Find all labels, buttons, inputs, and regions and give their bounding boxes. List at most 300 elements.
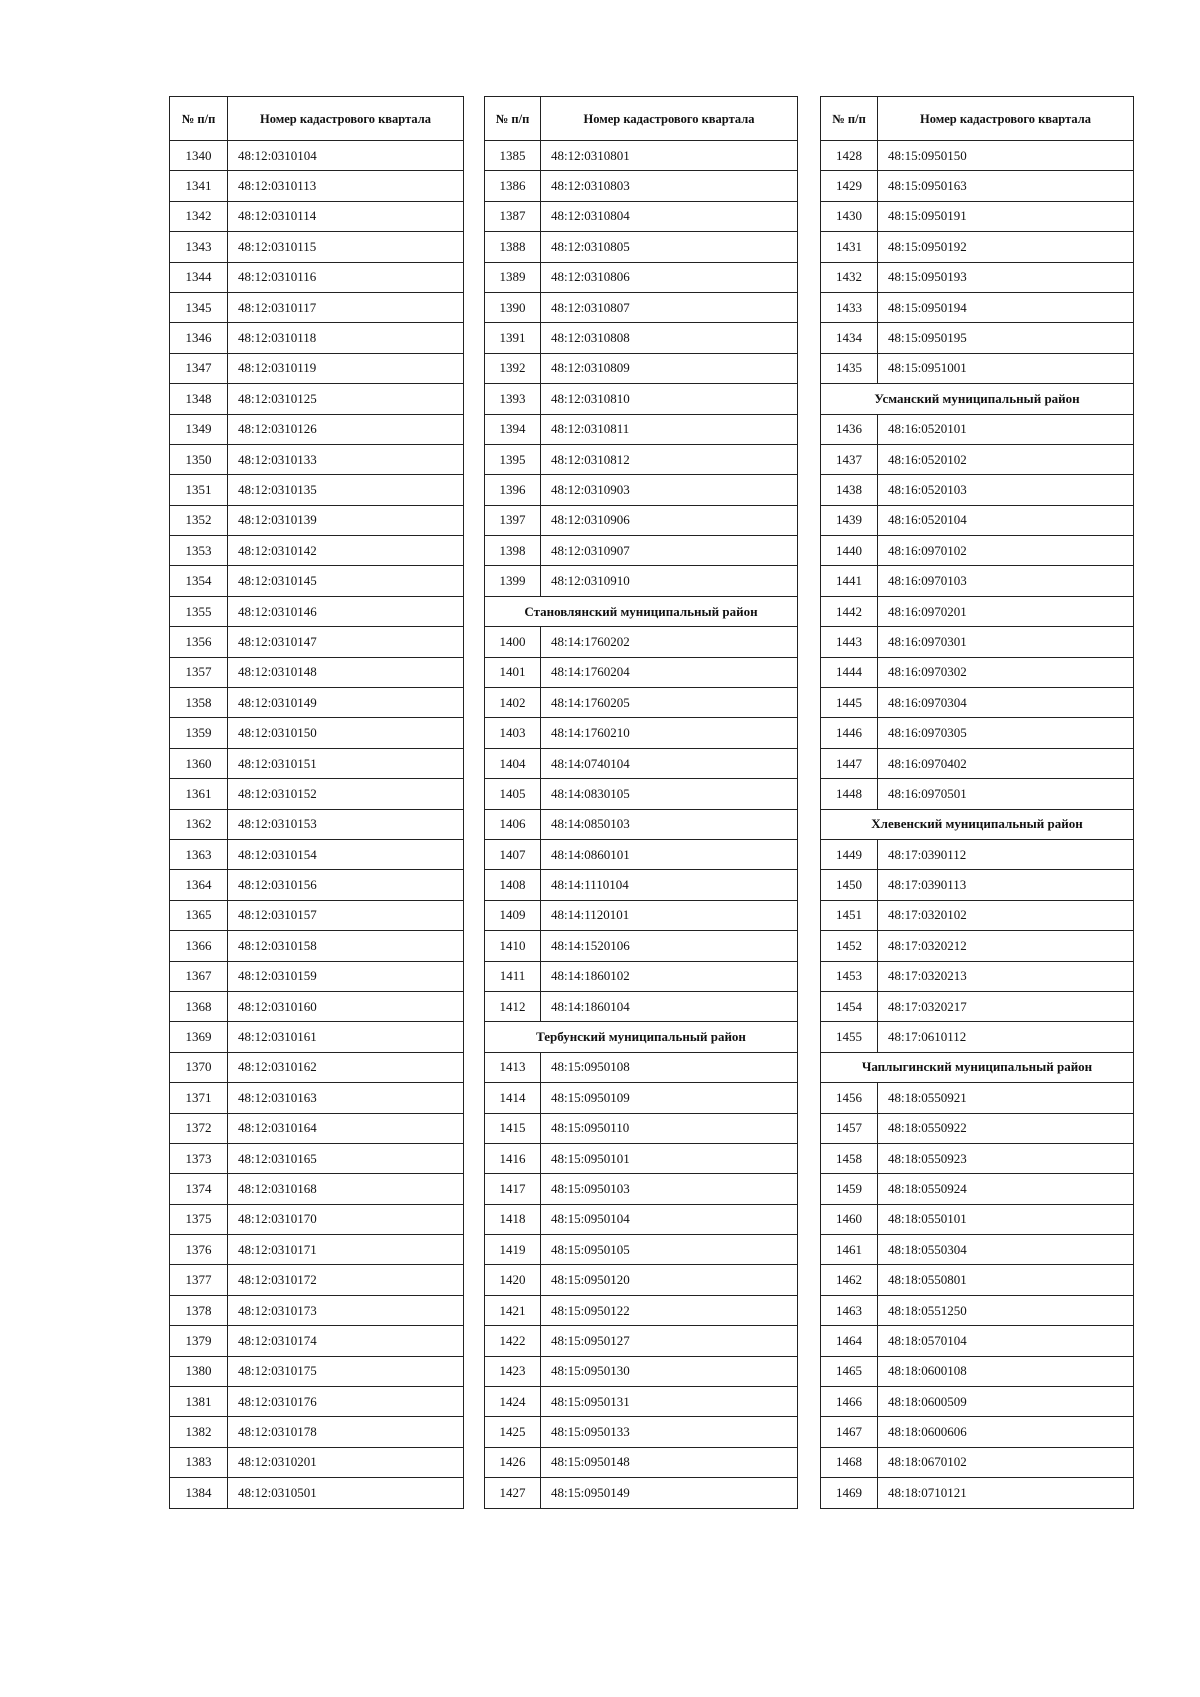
table-row [170,748,464,778]
table-row [485,353,798,383]
cadastral-quarter-number: 48:12:0310158 [228,931,464,961]
cadastral-quarter-number: 48:16:0970302 [878,657,1134,687]
table-row [821,1143,1134,1173]
row-number: 1407 [485,839,541,869]
cadastral-quarter-number: 48:17:0390112 [878,839,1134,869]
row-number: 1382 [170,1417,228,1447]
table-row [170,1265,464,1295]
cadastral-quarter-number: 48:12:0310148 [228,657,464,687]
cadastral-quarter-number: 48:16:0970402 [878,748,1134,778]
table-row [485,566,798,596]
cadastral-quarter-number: 48:16:0520103 [878,475,1134,505]
cadastral-quarter-number: 48:15:0950105 [541,1235,798,1265]
table-row [170,1204,464,1234]
row-number: 1369 [170,1022,228,1052]
table-row [485,991,798,1021]
cadastral-quarter-number: 48:16:0520102 [878,444,1134,474]
row-number: 1417 [485,1174,541,1204]
row-number: 1358 [170,688,228,718]
row-number: 1342 [170,201,228,231]
table-row [485,870,798,900]
table-row [485,688,798,718]
cadastral-quarter-number: 48:12:0310114 [228,201,464,231]
row-number: 1353 [170,536,228,566]
cadastral-quarter-number: 48:12:0310807 [541,292,798,322]
table-row [170,262,464,292]
table-row [170,991,464,1021]
cadastral-quarter-number: 48:18:0670102 [878,1447,1134,1477]
table-row [485,444,798,474]
cadastral-quarter-number: 48:12:0310811 [541,414,798,444]
cadastral-quarter-number: 48:12:0310173 [228,1295,464,1325]
district-name: Тербунский муниципальный район [485,1022,798,1052]
row-number: 1436 [821,414,878,444]
table-row [821,566,1134,596]
header-number: № п/п [821,97,878,141]
row-number: 1406 [485,809,541,839]
row-number: 1463 [821,1295,878,1325]
row-number: 1461 [821,1235,878,1265]
district-name: Хлевенский муниципальный район [821,809,1134,839]
table-row [485,1083,798,1113]
table-row [821,1326,1134,1356]
table-row [485,1265,798,1295]
row-number: 1379 [170,1326,228,1356]
row-number: 1344 [170,262,228,292]
table-row [170,961,464,991]
cadastral-quarter-number: 48:15:0951001 [878,353,1134,383]
cadastral-quarter-number: 48:12:0310146 [228,596,464,626]
row-number: 1414 [485,1083,541,1113]
row-number: 1440 [821,536,878,566]
table-header-row [170,97,464,141]
table-row [170,1052,464,1082]
table-row [170,688,464,718]
cadastral-quarter-number: 48:15:0950101 [541,1143,798,1173]
row-number: 1448 [821,779,878,809]
table-row [485,1235,798,1265]
cadastral-quarter-number: 48:15:0950109 [541,1083,798,1113]
cadastral-quarter-number: 48:12:0310810 [541,384,798,414]
cadastral-quarter-number: 48:15:0950103 [541,1174,798,1204]
table-row [170,414,464,444]
table-row [821,1113,1134,1143]
cadastral-quarter-number: 48:12:0310501 [228,1478,464,1508]
cadastral-quarter-number: 48:17:0320213 [878,961,1134,991]
row-number: 1404 [485,748,541,778]
row-number: 1409 [485,900,541,930]
cadastral-quarter-number: 48:12:0310808 [541,323,798,353]
cadastral-quarter-number: 48:16:0520104 [878,505,1134,535]
cadastral-quarter-number: 48:16:0970305 [878,718,1134,748]
cadastral-quarter-number: 48:18:0600108 [878,1356,1134,1386]
table-row [170,141,464,171]
table-row [170,596,464,626]
cadastral-quarter-number: 48:12:0310805 [541,232,798,262]
table-row [170,201,464,231]
cadastral-quarter-number: 48:15:0950149 [541,1478,798,1508]
row-number: 1438 [821,475,878,505]
cadastral-quarter-number: 48:18:0550304 [878,1235,1134,1265]
row-number: 1432 [821,262,878,292]
cadastral-quarter-number: 48:12:0310117 [228,292,464,322]
row-number: 1376 [170,1235,228,1265]
table-row [821,1235,1134,1265]
table-row [485,536,798,566]
table-row [485,718,798,748]
table-row [170,505,464,535]
cadastral-quarter-number: 48:12:0310119 [228,353,464,383]
cadastral-quarter-number: 48:18:0550921 [878,1083,1134,1113]
table-row [170,444,464,474]
cadastral-quarter-number: 48:16:0520101 [878,414,1134,444]
table-row [821,779,1134,809]
cadastral-quarter-number: 48:18:0600606 [878,1417,1134,1447]
row-number: 1345 [170,292,228,322]
cadastral-quarter-number: 48:14:1860102 [541,961,798,991]
table-row [170,171,464,201]
row-number: 1393 [485,384,541,414]
row-number: 1460 [821,1204,878,1234]
cadastral-quarter-number: 48:12:0310812 [541,444,798,474]
cadastral-quarter-number: 48:12:0310135 [228,475,464,505]
row-number: 1437 [821,444,878,474]
table-row [170,657,464,687]
cadastral-quarter-number: 48:12:0310153 [228,809,464,839]
table-row [170,292,464,322]
row-number: 1395 [485,444,541,474]
row-number: 1462 [821,1265,878,1295]
row-number: 1435 [821,353,878,383]
table-row [170,779,464,809]
cadastral-quarter-number: 48:18:0550922 [878,1113,1134,1143]
table-row [821,748,1134,778]
row-number: 1396 [485,475,541,505]
table-row [485,292,798,322]
row-number: 1374 [170,1174,228,1204]
table-row [170,1174,464,1204]
table-row [821,870,1134,900]
table-row [821,292,1134,322]
cadastral-quarter-number: 48:17:0390113 [878,870,1134,900]
cadastral-quarter-number: 48:12:0310172 [228,1265,464,1295]
table-row [821,475,1134,505]
row-number: 1455 [821,1022,878,1052]
row-number: 1426 [485,1447,541,1477]
table-row [821,991,1134,1021]
row-number: 1400 [485,627,541,657]
cadastral-quarter-number: 48:16:0970103 [878,566,1134,596]
row-number: 1458 [821,1143,878,1173]
table-row [821,262,1134,292]
row-number: 1420 [485,1265,541,1295]
row-number: 1412 [485,991,541,1021]
row-number: 1410 [485,931,541,961]
table-row [170,566,464,596]
table-row [821,414,1134,444]
row-number: 1385 [485,141,541,171]
row-number: 1368 [170,991,228,1021]
row-number: 1370 [170,1052,228,1082]
row-number: 1450 [821,870,878,900]
row-number: 1459 [821,1174,878,1204]
cadastral-quarter-number: 48:14:0850103 [541,809,798,839]
row-number: 1418 [485,1204,541,1234]
row-number: 1428 [821,141,878,171]
row-number: 1389 [485,262,541,292]
table-row [485,1478,798,1508]
cadastral-quarter-number: 48:12:0310804 [541,201,798,231]
row-number: 1456 [821,1083,878,1113]
table-row [485,505,798,535]
table-row [821,1265,1134,1295]
header-number: № п/п [170,97,228,141]
table-row [485,839,798,869]
cadastral-quarter-number: 48:12:0310910 [541,566,798,596]
row-number: 1340 [170,141,228,171]
row-number: 1449 [821,839,878,869]
table-row [170,384,464,414]
cadastral-quarter-number: 48:14:0830105 [541,779,798,809]
row-number: 1359 [170,718,228,748]
table-row [485,1326,798,1356]
row-number: 1430 [821,201,878,231]
row-number: 1469 [821,1478,878,1508]
row-number: 1453 [821,961,878,991]
cadastral-quarter-number: 48:12:0310176 [228,1387,464,1417]
row-number: 1398 [485,536,541,566]
cadastral-quarter-number: 48:14:0740104 [541,748,798,778]
table-row [821,718,1134,748]
cadastral-quarter-number: 48:12:0310162 [228,1052,464,1082]
cadastral-quarter-number: 48:17:0320212 [878,931,1134,961]
table-row [485,1387,798,1417]
row-number: 1408 [485,870,541,900]
table-row [821,931,1134,961]
table-row [821,1204,1134,1234]
table-row [821,1447,1134,1477]
cadastral-quarter-number: 48:15:0950120 [541,1265,798,1295]
row-number: 1403 [485,718,541,748]
cadastral-quarter-number: 48:12:0310178 [228,1417,464,1447]
cadastral-quarter-number: 48:12:0310160 [228,991,464,1021]
cadastral-quarter-number: 48:12:0310170 [228,1204,464,1234]
table-row [170,900,464,930]
table-row [485,1052,798,1082]
cadastral-table-column-2 [484,96,798,1509]
table-row [485,232,798,262]
table-row [821,1356,1134,1386]
row-number: 1416 [485,1143,541,1173]
cadastral-quarter-number: 48:12:0310161 [228,1022,464,1052]
table-row [485,900,798,930]
cadastral-quarter-number: 48:12:0310164 [228,1113,464,1143]
cadastral-quarter-number: 48:12:0310149 [228,688,464,718]
cadastral-quarter-number: 48:12:0310118 [228,323,464,353]
cadastral-quarter-number: 48:18:0550101 [878,1204,1134,1234]
table-row [485,657,798,687]
cadastral-table-column-3 [820,96,1134,1509]
table-row [170,870,464,900]
row-number: 1371 [170,1083,228,1113]
row-number: 1341 [170,171,228,201]
table-row [821,839,1134,869]
cadastral-quarter-number: 48:12:0310152 [228,779,464,809]
table-row [821,323,1134,353]
row-number: 1367 [170,961,228,991]
cadastral-quarter-number: 48:12:0310903 [541,475,798,505]
cadastral-quarter-number: 48:12:0310157 [228,900,464,930]
row-number: 1433 [821,292,878,322]
row-number: 1388 [485,232,541,262]
cadastral-quarter-number: 48:12:0310168 [228,1174,464,1204]
row-number: 1402 [485,688,541,718]
row-number: 1343 [170,232,228,262]
row-number: 1391 [485,323,541,353]
row-number: 1434 [821,323,878,353]
table-row [485,1143,798,1173]
row-number: 1350 [170,444,228,474]
row-number: 1354 [170,566,228,596]
cadastral-quarter-number: 48:12:0310175 [228,1356,464,1386]
table-row [485,931,798,961]
table-row [821,900,1134,930]
row-number: 1441 [821,566,878,596]
cadastral-quarter-number: 48:15:0950133 [541,1417,798,1447]
row-number: 1355 [170,596,228,626]
table-row [170,475,464,505]
row-number: 1384 [170,1478,228,1508]
table-row [821,688,1134,718]
table-row [170,1417,464,1447]
cadastral-quarter-number: 48:17:0320102 [878,900,1134,930]
table-row [485,384,798,414]
district-heading-row [821,384,1134,414]
row-number: 1421 [485,1295,541,1325]
table-row [170,1356,464,1386]
row-number: 1401 [485,657,541,687]
cadastral-quarter-number: 48:12:0310142 [228,536,464,566]
cadastral-quarter-number: 48:14:1760210 [541,718,798,748]
table-row [821,201,1134,231]
table-row [170,1235,464,1265]
cadastral-quarter-number: 48:15:0950122 [541,1295,798,1325]
cadastral-quarter-number: 48:15:0950148 [541,1447,798,1477]
table-row [485,1204,798,1234]
row-number: 1457 [821,1113,878,1143]
table-row [485,961,798,991]
table-row [821,657,1134,687]
row-number: 1443 [821,627,878,657]
cadastral-quarter-number: 48:18:0550801 [878,1265,1134,1295]
row-number: 1349 [170,414,228,444]
row-number: 1464 [821,1326,878,1356]
row-number: 1387 [485,201,541,231]
table-row [170,839,464,869]
table-row [485,323,798,353]
table-header-row [485,97,798,141]
table-row [170,1447,464,1477]
table-row [821,444,1134,474]
table-row [821,353,1134,383]
cadastral-quarter-number: 48:16:0970501 [878,779,1134,809]
table-row [821,1387,1134,1417]
table-row [170,809,464,839]
table-row [821,1174,1134,1204]
table-row [485,1295,798,1325]
row-number: 1362 [170,809,228,839]
row-number: 1454 [821,991,878,1021]
district-name: Усманский муниципальный район [821,384,1134,414]
row-number: 1431 [821,232,878,262]
cadastral-quarter-number: 48:12:0310174 [228,1326,464,1356]
cadastral-quarter-number: 48:12:0310151 [228,748,464,778]
table-row [170,1326,464,1356]
district-heading-row [821,809,1134,839]
row-number: 1352 [170,505,228,535]
cadastral-quarter-number: 48:18:0710121 [878,1478,1134,1508]
table-row [170,323,464,353]
row-number: 1423 [485,1356,541,1386]
table-row [170,232,464,262]
cadastral-quarter-number: 48:12:0310165 [228,1143,464,1173]
cadastral-quarter-number: 48:18:0550924 [878,1174,1134,1204]
table-row [821,596,1134,626]
cadastral-quarter-number: 48:12:0310145 [228,566,464,596]
row-number: 1394 [485,414,541,444]
table-row [821,141,1134,171]
cadastral-quarter-number: 48:15:0950104 [541,1204,798,1234]
cadastral-quarter-number: 48:12:0310150 [228,718,464,748]
table-row [485,1174,798,1204]
cadastral-quarter-number: 48:14:1520106 [541,931,798,961]
cadastral-quarter-number: 48:12:0310133 [228,444,464,474]
row-number: 1346 [170,323,228,353]
table-row [485,1113,798,1143]
cadastral-quarter-number: 48:14:1860104 [541,991,798,1021]
cadastral-quarter-number: 48:14:1760204 [541,657,798,687]
cadastral-quarter-number: 48:12:0310906 [541,505,798,535]
table-row [821,1022,1134,1052]
table-row [170,627,464,657]
cadastral-quarter-number: 48:14:0860101 [541,839,798,869]
table-row [485,475,798,505]
district-heading-row [485,1022,798,1052]
table-row [821,1083,1134,1113]
cadastral-table-column-1 [169,96,464,1509]
cadastral-quarter-number: 48:15:0950194 [878,292,1134,322]
row-number: 1381 [170,1387,228,1417]
row-number: 1425 [485,1417,541,1447]
cadastral-quarter-number: 48:12:0310126 [228,414,464,444]
row-number: 1390 [485,292,541,322]
cadastral-quarter-number: 48:12:0310125 [228,384,464,414]
table-row [170,931,464,961]
table-row [170,353,464,383]
table-row [485,141,798,171]
row-number: 1447 [821,748,878,778]
row-number: 1442 [821,596,878,626]
table-row [170,1113,464,1143]
row-number: 1422 [485,1326,541,1356]
cadastral-quarter-number: 48:12:0310104 [228,141,464,171]
row-number: 1351 [170,475,228,505]
table-row [485,262,798,292]
row-number: 1451 [821,900,878,930]
table-row [821,536,1134,566]
row-number: 1405 [485,779,541,809]
cadastral-quarter-number: 48:16:0970102 [878,536,1134,566]
